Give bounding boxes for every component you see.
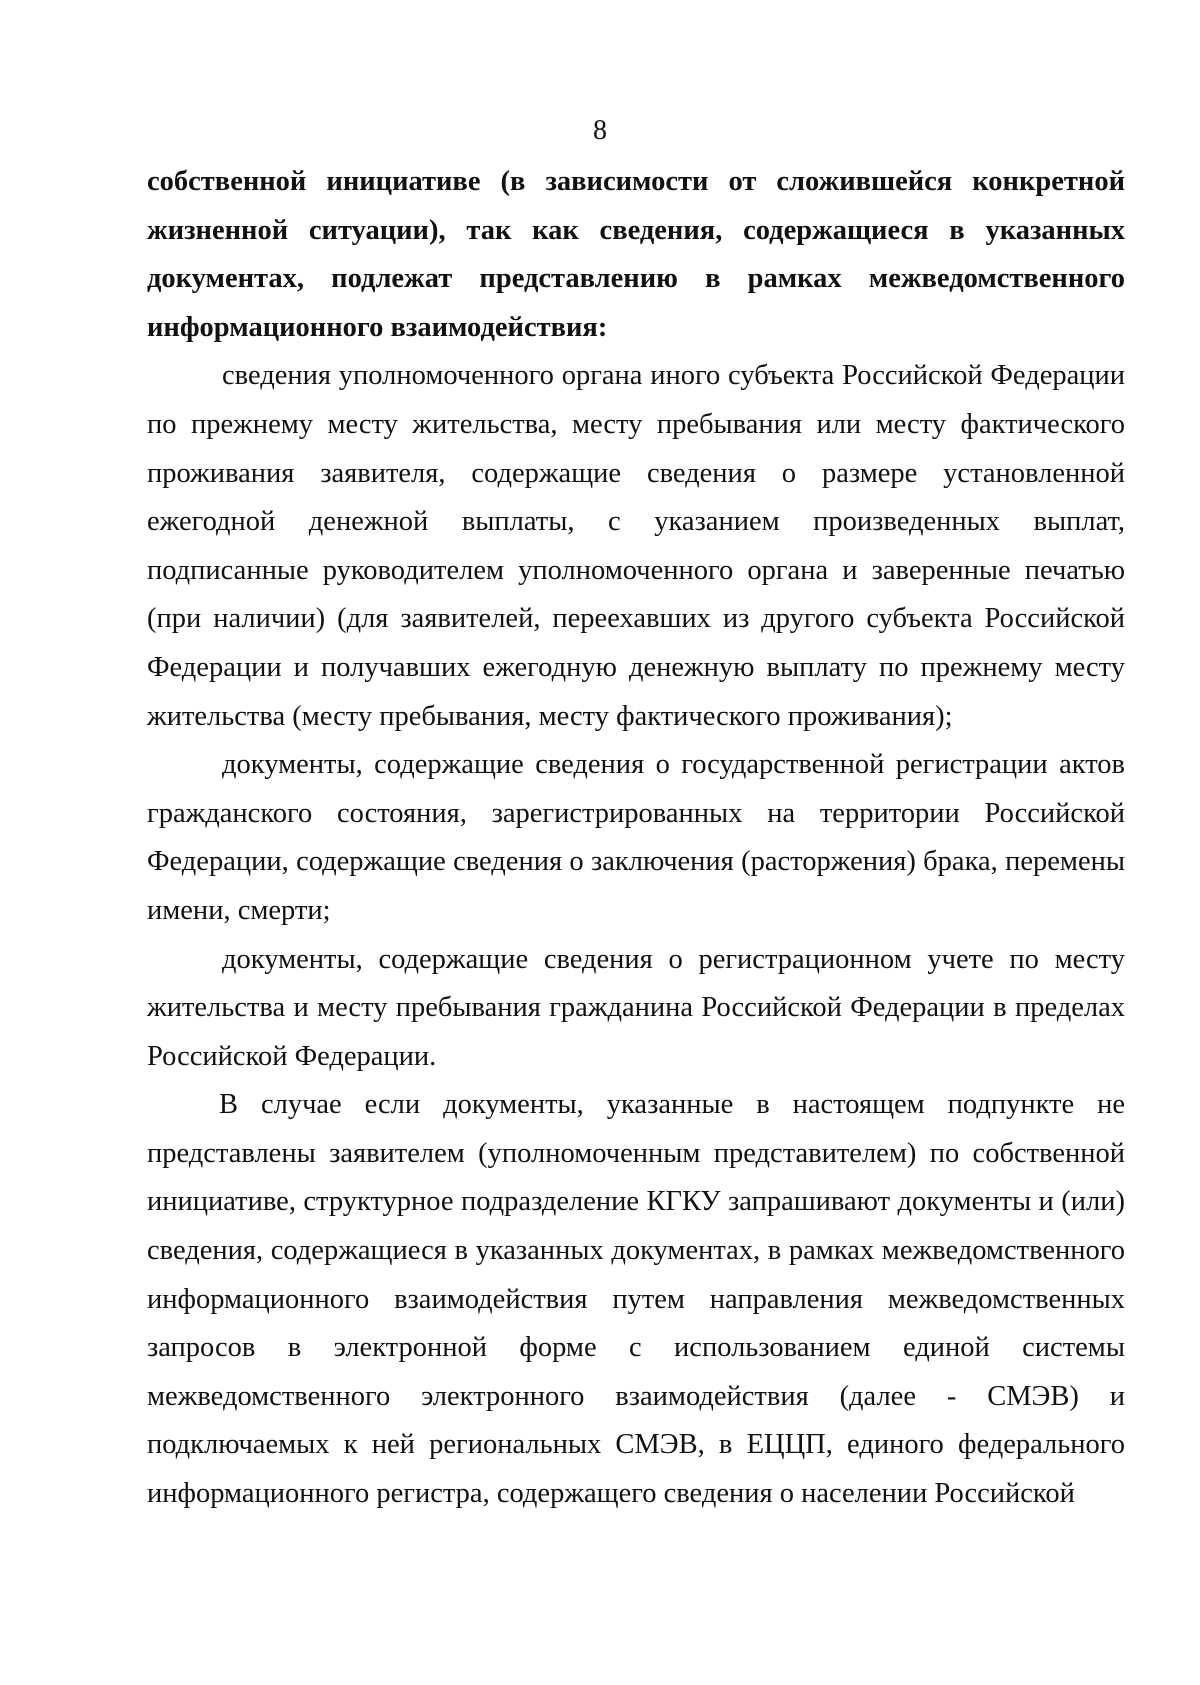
document-body [147,158,1125,1519]
paragraph-civil-registration: документы, содержащие сведения о государственной регистрации актов гражданского состояния, зарегистрированных на территории Российской Федерации, содержащие сведения о заключения (расторжения) брака, перемены имени, смерти; [147,749,1125,926]
page-number: 8 [593,115,607,146]
paragraph-authority-info: сведения уполномоченного органа иного субъекта Российской Федерации по прежнему месту жительства, месту пребывания или месту фактического проживания заявителя, содержащие сведения о размере установленной ежегодной денежной выплаты, с указанием произведенных выплат, подписанные руководителем уполномоченного органа и заверенные печатью (при наличии) (для заявителей, переехавших из другого субъекта Российской Федерации и получавших ежегодную денежную выплату по прежнему месту жительства (месту пребывания, месту фактического проживания); [147,360,1125,732]
paragraph-residence-registration: документы, содержащие сведения о регистрационном учете по месту жительства и месту пребывания гражданина Российской Федерации в пределах Российской Федерации. [147,943,1125,1072]
paragraph-bold-intro: собственной инициативе (в зависимости от сложившейся конкретной жизненной ситуации), так как сведения, содержащиеся в указанных документах, подлежат представлению в рамках межведомственного информационного взаимодействия: [147,166,1125,343]
paragraph-interagency-request: В случае если документы, указанные в настоящем подпункте не представлены заявителем (уполномоченным представителем) по собственной инициативе, структурное подразделение КГКУ запрашивают документы и (или) сведения, содержащиеся в указанных документах, в рамках межведомственного информационного взаимодействия путем направления межведомственных запросов в электронной форме с использованием единой системы межведомственного электронного взаимодействия (далее - СМЭВ) и подключаемых к ней региональных СМЭВ, в ЕЦЦП, единого федерального информационного регистра, содержащего сведения о населении Российской [147,1089,1125,1510]
